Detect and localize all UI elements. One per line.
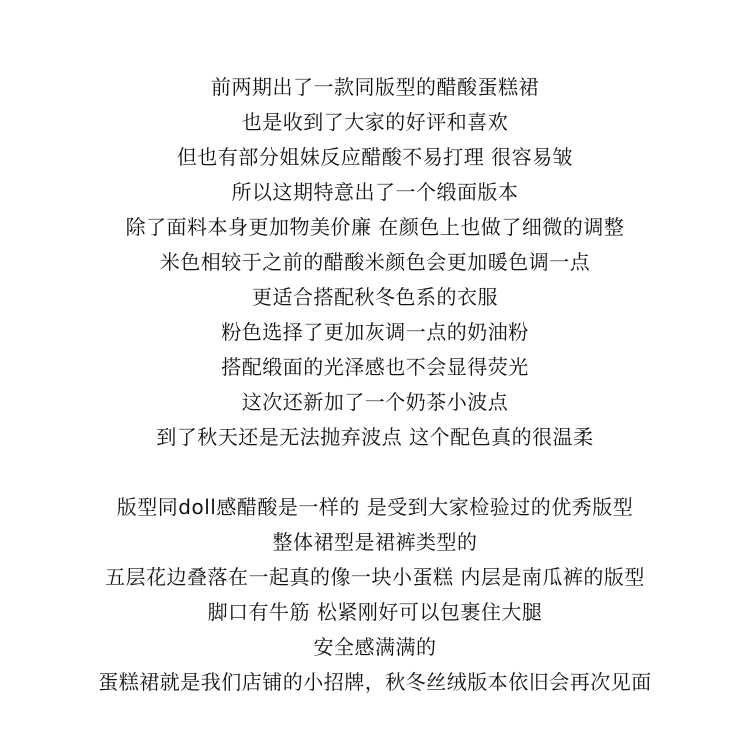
text-line: 安全感满满的: [313, 635, 437, 659]
text-line: 更适合搭配秋冬色系的衣服: [252, 285, 498, 309]
paragraph-fabric-update: [0, 70, 750, 455]
text-line: 也是收到了大家的好评和喜欢: [241, 110, 509, 134]
text-line: 脚口有牛筋 松紧刚好可以包裹住大腿: [207, 600, 543, 624]
text-line: 除了面料本身更加物美价廉 在颜色上也做了细微的调整: [125, 215, 625, 239]
text-line: 米色相较于之前的醋酸米颜色会更加暖色调一点: [159, 250, 591, 274]
text-line: 但也有部分姐妹反应醋酸不易打理 很容易皱: [176, 145, 574, 169]
paragraph-cut-details: [0, 490, 750, 700]
text-line: 所以这期特意出了一个缎面版本: [231, 180, 519, 204]
text-line: 前两期出了一款同版型的醋酸蛋糕裙: [211, 75, 539, 99]
text-line: 五层花边叠落在一起真的像一块小蛋糕 内层是南瓜裤的版型: [105, 565, 645, 589]
text-line: 搭配缎面的光泽感也不会显得荧光: [221, 355, 529, 379]
text-line: 这次还新加了一个奶茶小波点: [241, 390, 509, 414]
text-line: 蛋糕裙就是我们店铺的小招牌，秋冬丝绒版本依旧会再次见面: [98, 670, 652, 694]
text-line: 到了秋天还是无法抛弃波点 这个配色真的很温柔: [156, 425, 594, 449]
text-line: 整体裙型是裙裤类型的: [272, 530, 478, 554]
text-line: 粉色选择了更加灰调一点的奶油粉: [221, 320, 529, 344]
text-line: 版型同doll感醋酸是一样的 是受到大家检验过的优秀版型: [116, 495, 634, 519]
